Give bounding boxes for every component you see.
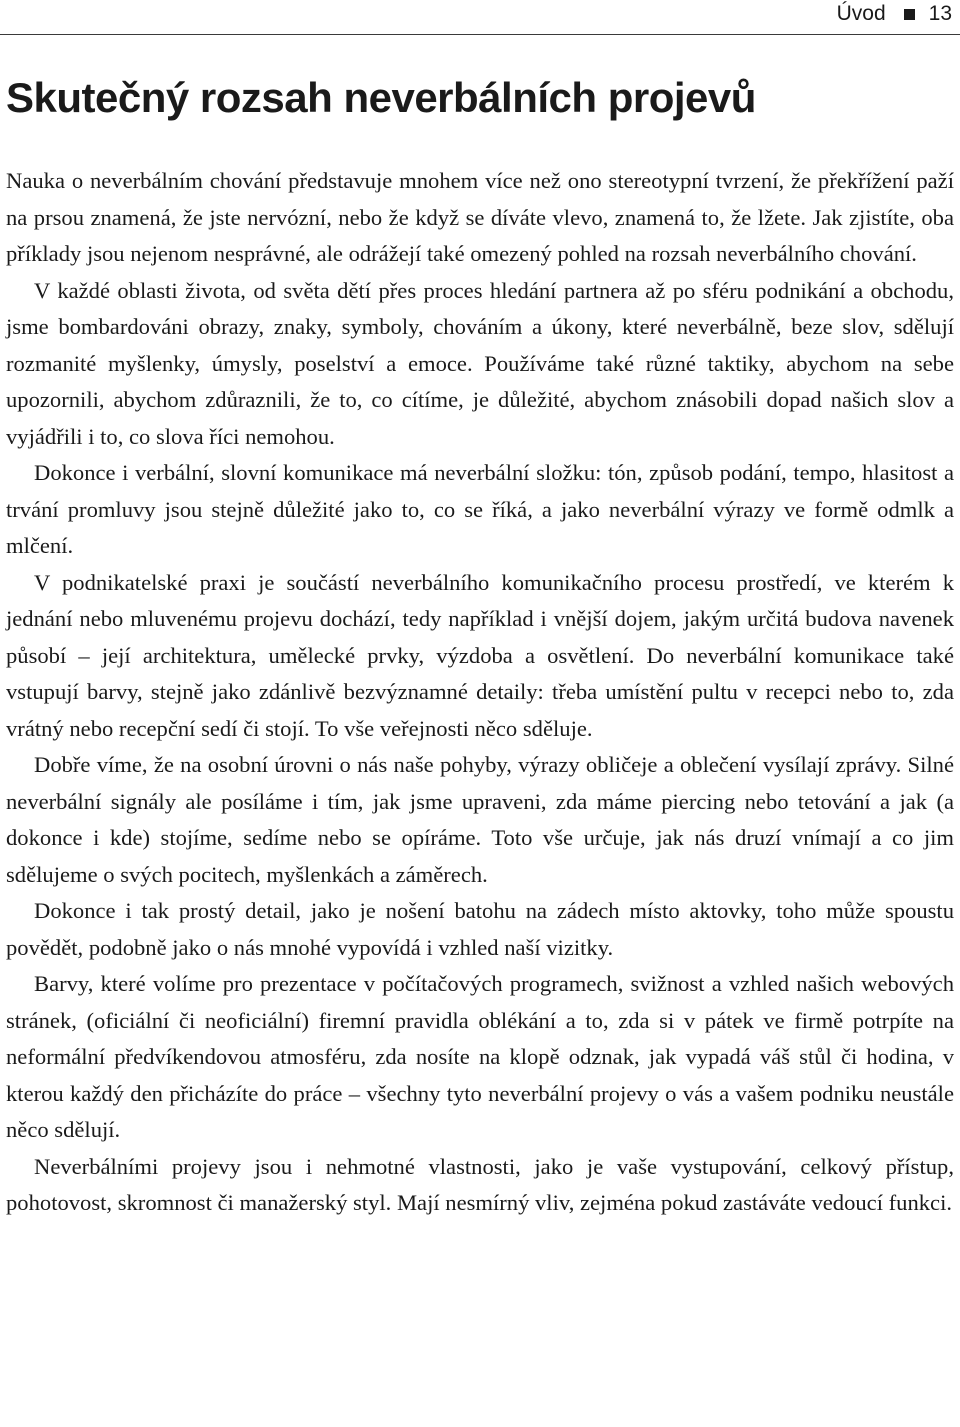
running-header [0, 0, 960, 38]
header-text [837, 2, 952, 26]
paragraph: Neverbálními projevy jsou i nehmotné vlastnosti, jako je vaše vystupování, celkový přístup, pohotovost, skromnost či manažerský styl. Mají nesmírný vliv, zejména pokud zastáváte vedoucí funkci. [6, 1153, 954, 1215]
paragraph: V každé oblasti života, od světa dětí přes proces hledání partnera až po sféru podnikání a obchodu, jsme bombardováni obrazy, znaky, symboly, chováním a úkony, které neverbálně, beze slov, sdělují rozmanité myšlenky, úmysly, poselství a emoce. Používáme také různé taktiky, abychom na sebe upozornili, abychom zdůraznili, že to, co cítíme, je důležité, abychom znásobili dopad našich slov a vyjádřili i to, co slova říci nemohou. [6, 277, 954, 449]
paragraph: Dokonce i tak prostý detail, jako je nošení batohu na zádech místo aktovky, toho může spoustu povědět, podobně jako o nás mnohé vypovídá i vzhled naší vizitky. [6, 898, 954, 960]
paragraph: Dobře víme, že na osobní úrovni o nás naše pohyby, výrazy obličeje a oblečení vysílají zprávy. Silné neverbální signály ale posíláme i tím, jak jsme upraveni, zda máme piercing nebo tetování a jak (a dokonce i kde) stojíme, sedíme nebo se opíráme. Toto vše určuje, jak nás druzí vnímají a co jim sdělujeme o svých pocitech, myšlenkách a záměrech. [6, 752, 954, 887]
paragraph: Barvy, které volíme pro prezentace v počítačových programech, svižnost a vzhled našich webových stránek, (oficiální či neoficiální) firemní pravidla oblékání a to, zda si v pátek ve firmě potrpíte na neformální předvíkendovou atmosféru, zda nosíte na klopě odznak, jak vypadá váš stůl či hodina, v kterou každý den přicházíte do práce – všechny tyto neverbální projevy o vás a vašem podniku neustále něco sdělují. [6, 971, 954, 1142]
page-number: 13 [928, 2, 952, 25]
body-text [6, 163, 954, 1222]
header-rule [0, 34, 960, 35]
section-name: Úvod [836, 2, 886, 25]
paragraph: Nauka o neverbálním chování představuje mnohem více než ono stereotypní tvrzení, že překřížení paží na prsou znamená, že jste nervózní, nebo že když se díváte vlevo, znamená to, že lžete. Jak zjistíte, oba příklady jsou nejenom nesprávné, ale odrážejí také omezený pohled na rozsah neverbálního chování. [6, 168, 954, 266]
square-bullet-icon [904, 9, 915, 20]
paragraph: V podnikatelské praxi je součástí neverbálního komunikačního procesu prostředí, ve kterém k jednání nebo mluvenému projevu dochází, tedy například i vnější dojem, jakým určitá budova navenek působí – její architektura, umělecké prvky, výzdoba a osvětlení. Do neverbální komunikace také vstupují barvy, stejně jako zdánlivě bezvýznamné detaily: třeba umístění pultu v recepci nebo to, zda vrátný nebo recepční sedí či stojí. To vše veřejnosti něco sděluje. [6, 569, 954, 741]
chapter-title: Skutečný rozsah neverbálních projevů [6, 74, 756, 121]
paragraph: Dokonce i verbální, slovní komunikace má neverbální složku: tón, způsob podání, tempo, hlasitost a trvání promluvy jsou stejně důležité jako to, co se říká, a jako neverbální výrazy ve formě odmlk a mlčení. [6, 460, 954, 558]
